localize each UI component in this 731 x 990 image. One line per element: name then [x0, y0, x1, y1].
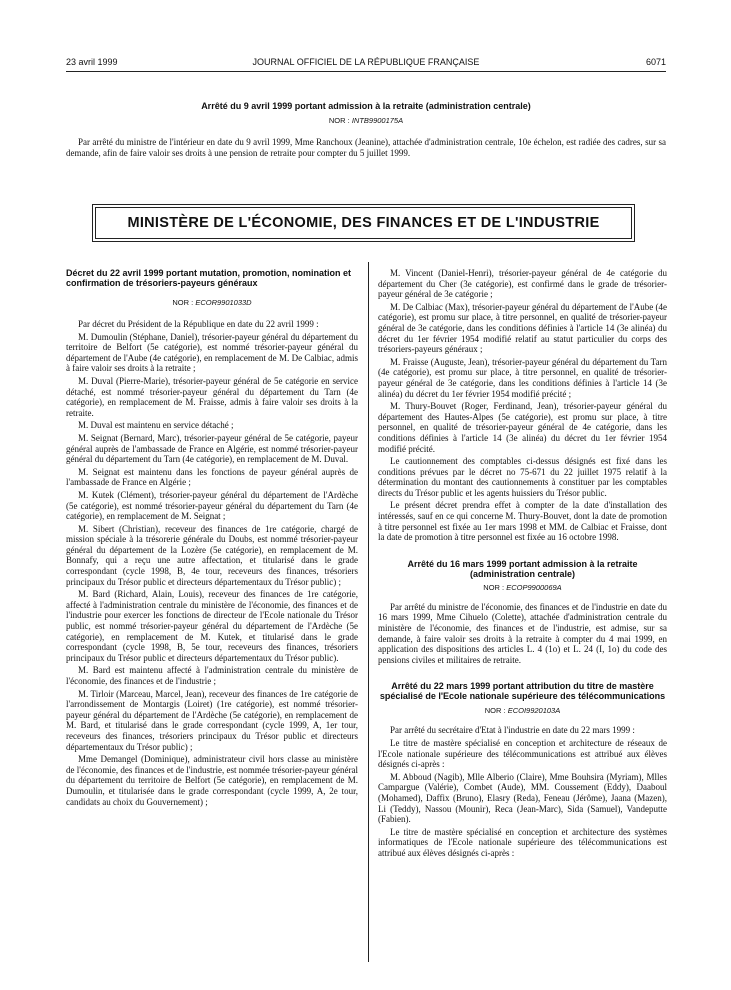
nor-code: INTB9900175A: [351, 116, 404, 125]
nor-label: NOR :: [172, 298, 194, 307]
nor-code: ECOP9900069A: [506, 582, 562, 592]
decret-paragraph: Le cautionnement des comptables ci-dessus désignés est fixé dans les conditions prévues par le décret no 75-671 du 22 juillet 1975 relatif à la détermination du montant des cautionnements à constituer par les comptables directs du Trésor public et les agents huissiers du Trésor public.: [378, 456, 667, 498]
arrete-paragraph: Le titre de mastère spécialisé en conception et architecture de réseaux de l'Ecole nationale supérieure des télécommunications est attribué aux élèves désignés ci-après :: [378, 738, 667, 770]
column-divider: [368, 262, 369, 962]
header-date: 23 avril 1999: [66, 57, 118, 67]
arrete-22mars-nor: [378, 706, 667, 715]
decret-paragraph: Par décret du Président de la République en date du 22 avril 1999 :: [78, 319, 319, 329]
decret-paragraph: M. Duval (Pierre-Marie), trésorier-payeur général de 5e catégorie en service détaché, est nommé trésorier-payeur général du département du Tarn (4e catégorie), en remplacement de M. Fraisse, admis à faire valoir ses droits à la retraite.: [66, 375, 358, 418]
ministry-banner: [95, 207, 632, 239]
header-rule: [66, 71, 666, 72]
decret-paragraph: M. Bard est maintenu affecté à l'administration centrale du ministère de l'économie, des finances et de l'industrie ;: [66, 665, 358, 686]
decret-paragraph: M. Fraisse (Auguste, Jean), trésorier-payeur général du département du Tarn (4e catégorie), est promu sur place, à titre personnel, en qualité de trésorier-payeur général de 3e catégorie, dans les conditions définies à l'article 14 (3e alinéa) du décret du 1er février 1954 modifié précité ;: [378, 356, 667, 399]
arrete-16mars-body: Par arrêté du ministre de l'économie, des finances et de l'industrie en date du 16 mars 1999, Mme Cihuelo (Colette), attachée d'administration centrale du ministère de l'économie, des finances et de l'industrie, est admise, sur sa demande, à faire valoir ses droits à la retraite à compter du 4 mai 1999, en application des dispositions des articles L. 4 (1o) et L. 24 (I, 1o) du code des pensions civiles et militaires de retraite.: [378, 601, 667, 665]
nor-code: ECOR9901033D: [195, 298, 252, 307]
decret-paragraph: M. Duval est maintenu en service détaché ;: [78, 420, 234, 431]
page-number: 6071: [645, 57, 666, 67]
arrete-paragraph: M. Abboud (Nagib), Mlle Alberio (Claire), Mme Bouhsira (Myriam), Mlles Campargue (Valérie), Combet (Aude), MM. Coussement (Eddy), Daaboul (Mohamed), Daffix (Bruno), Elasry (Reda), Feneau (Jérôme), Jaana (Mazen), Li (Teddy), Nassou (Mounir), Reca (Jean-Marc), Sida (Samuel), Vandeputte (Fabien).: [378, 771, 667, 825]
decret-paragraph: M. Kutek (Clément), trésorier-payeur général du département de l'Ardèche (5e catégorie), est nommé trésorier-payeur général du département du Tarn (4e catégorie), en remplacement de M. Seignat ;: [66, 489, 358, 522]
top-notice-title: Arrêté du 9 avril 1999 portant admission à la retraite (administration centrale): [201, 101, 531, 111]
arrete-16mars-title: Arrêté du 16 mars 1999 portant admission à la retraite (administration centrale): [407, 558, 638, 579]
decret-paragraphs: [66, 319, 358, 807]
decret-continued: [378, 268, 667, 543]
arrete-22mars-title: Arrêté du 22 mars 1999 portant attribution du titre de mastère spécialisé de l'Ecole nationale supérieure des télécommunications: [379, 681, 666, 702]
left-column: [66, 268, 358, 809]
nor-code: ECOI9920103A: [507, 706, 561, 716]
nor-label: NOR :: [484, 706, 506, 716]
decret-paragraph: M. Seignat est maintenu dans les fonctions de payeur général auprès de l'ambassade de France en Algérie ;: [66, 466, 358, 488]
decret-paragraph: M. Seignat (Bernard, Marc), trésorier-payeur général de 5e catégorie, payeur général auprès de l'ambassade de France en Algérie, est nommé trésorier-payeur général du département du Tarn (4e catégorie), en remplacement de M. Duval.: [66, 432, 358, 465]
decret-paragraph: M. Bard (Richard, Alain, Louis), receveur des finances de 1re catégorie, affecté à l'administration centrale du ministère de l'économie, des finances et de l'industrie pour exercer les fonctions de directeur de l'Ecole nationale du Trésor public, est nommé trésorier-payeur général du département de l'Ardèche (5e catégorie), en remplacement de M. Kutek, et titularisé dans le grade correspondant (cycle 1998, B, 5e tour, receveurs des finances, trésoriers principaux du Trésor public et directeurs départementaux du Trésor public).: [66, 589, 358, 663]
page-header: [66, 57, 666, 71]
decret-paragraph: M. Thury-Bouvet (Roger, Ferdinand, Jean), trésorier-payeur général du département des Hautes-Alpes (5e catégorie), est promu sur place, à titre personnel, en qualité de trésorier-payeur général de 4e catégorie, dans les conditions définies à l'article 14 (3e alinéa) du décret du 1er février 1954 modifié précité.: [378, 401, 667, 454]
decret-paragraph: M. Dumoulin (Stéphane, Daniel), trésorier-payeur général du département du territoire de Belfort (5e catégorie), est nommé trésorier-payeur général du département de l'Aube (4e catégorie), en remplacement de M. De Calbiac, admis à faire valoir ses droits à la retraite ;: [66, 331, 358, 374]
nor-label: NOR :: [483, 582, 505, 592]
decret-paragraph: M. Tirloir (Marceau, Marcel, Jean), receveur des finances de 1re catégorie de l'arrondissement de Montargis (Loiret) (1re catégorie), est nommé trésorier-payeur général du département de l'Ardèche (5e catégorie), en remplacement de M. Bard, et titularisé dans le grade correspondant (cycle 1999, A, 1er tour, receveurs des finances, trésoriers principaux du Trésor public et directeurs départementaux du Trésor public) ;: [66, 688, 358, 752]
arrete-16mars-nor: [378, 583, 667, 592]
arrete-paragraph: Le titre de mastère spécialisé en conception et architecture des systèmes informatiques de l'Ecole nationale supérieure des télécommunications est attribué aux élèves désignés ci-après :: [378, 826, 667, 858]
nor-label: NOR :: [328, 116, 350, 125]
decret-paragraph: Mme Demangel (Dominique), administrateur civil hors classe au ministère de l'économie, des finances et de l'industrie, est nommée trésorier-payeur général du département du territoire de Belfort (5e catégorie), en remplacement de M. Dumoulin, et titularisée dans le grade correspondant (cycle 1999, A, 2e tour, candidats au choix du Gouvernement) ;: [66, 754, 358, 807]
ministry-name: MINISTÈRE DE L'ÉCONOMIE, DES FINANCES ET DE L'INDUSTRIE: [127, 215, 600, 231]
arrete-paragraph: Par arrêté du secrétaire d'Etat à l'industrie en date du 22 mars 1999 :: [390, 725, 635, 736]
decret-paragraph: M. Vincent (Daniel-Henri), trésorier-payeur général de 4e catégorie du département du Cher (3e catégorie), est confirmé dans le grade de trésorier-payeur général de 3e catégorie ;: [378, 268, 667, 300]
decret-paragraph: M. De Calbiac (Max), trésorier-payeur général du département de l'Aube (4e catégorie), est promu sur place, à titre personnel, en qualité de trésorier-payeur général de 3e catégorie, dans les conditions définies à l'article 14 (3e alinéa) du décret du 1er février 1954 modifié relatif au statut particulier du corps des trésoriers-payeurs généraux ;: [378, 301, 667, 355]
decret-nor: [66, 298, 358, 307]
journal-title: JOURNAL OFFICIEL DE LA RÉPUBLIQUE FRANÇAISE: [252, 57, 480, 67]
decret-title: Décret du 22 avril 1999 portant mutation, promotion, nomination et confirmation de trésoriers-payeurs généraux: [66, 268, 352, 288]
top-notice-body: Par arrêté du ministre de l'intérieur en date du 9 avril 1999, Mme Ranchoux (Jeanine), attachée d'administration centrale, 10e échelon, est radiée des cadres, sur sa demande, afin de faire valoir ses droits à une pension de retraite pour compter du 5 juillet 1999.: [66, 137, 666, 158]
right-column: [378, 268, 667, 861]
decret-paragraph: Le présent décret prendra effet à compter de la date d'installation des intéressés, sauf en ce qui concerne M. Thury-Bouvet, dont la date de promotion à titre personnel est fixée au 1er mars 1998 et MM. de Calbiac et Fraisse, dont la date de promotion à titre personnel est fixée au 16 octobre 1998.: [378, 500, 667, 543]
decret-paragraph: M. Sibert (Christian), receveur des finances de 1re catégorie, chargé de mission spéciale à la trésorerie générale du Doubs, est nommé trésorier-payeur général du département de la Lozère (5e catégorie), en remplacement de M. Bonnafy, qui a reçu une autre affectation, et titularisé dans le grade correspondant (cycle 1998, B, 4e tour, receveurs des finances, trésoriers principaux du Trésor public et directeurs départementaux du Trésor public) ;: [66, 523, 358, 587]
arrete-22mars-paragraphs: [378, 725, 667, 858]
top-notice-nor: [66, 116, 666, 125]
